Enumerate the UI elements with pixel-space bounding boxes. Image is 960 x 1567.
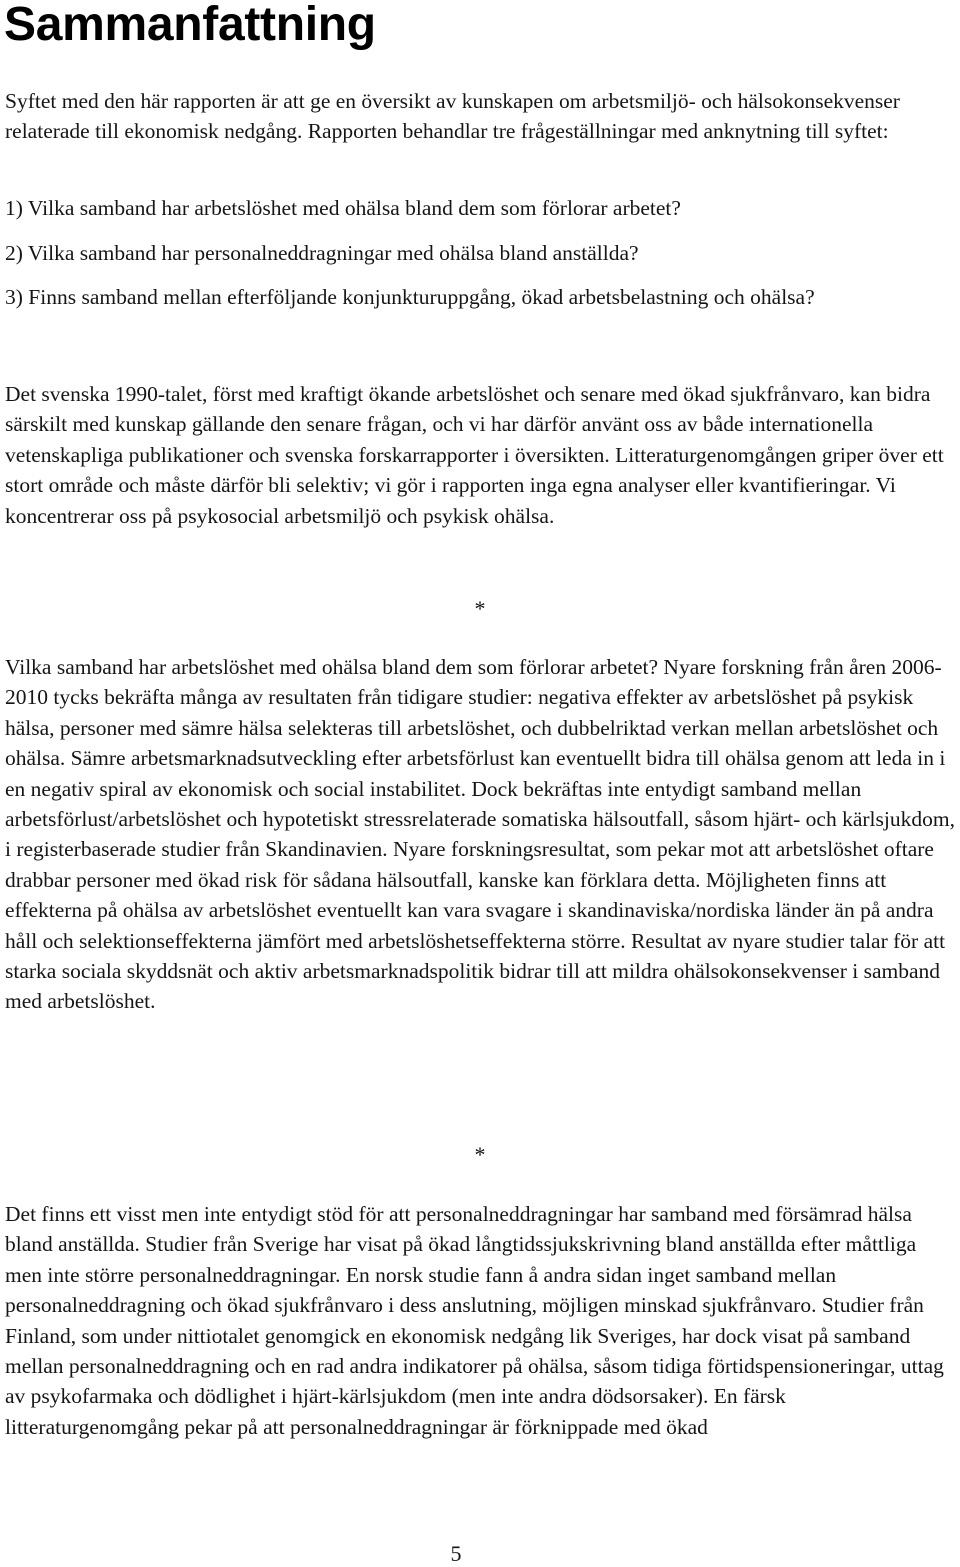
question-3: 3) Finns samband mellan efterföljande konjunkturuppgång, ökad arbetsbelastning och ohälsa? [5,285,815,309]
section-separator-2: * [474,1142,486,1167]
question-2: 2) Vilka samband har personalneddragningar med ohälsa bland anställda? [5,241,639,265]
body-paragraph-3: Det finns ett visst men inte entydigt stöd för att personalneddragningar har samband med försämrad hälsa bland anställda. Studier från Sverige har visat på ökad långtidssjukskrivning bland anställda efter måttliga men inte större personalneddragningar. En norsk studie fann å andra sidan inget samband mellan personalneddragning och ökad sjukfrånvaro i dess anslutning, möjligen minskad sjukfrånvaro. Studier från Finland, som under nittiotalet genomgick en ekonomisk nedgång lik Sveriges, har dock visat på samband mellan personalneddragning och en rad andra indikatorer på ohälsa, såsom tidiga förtidspensioneringar, uttag av psykofarmaka och dödlighet i hjärt-kärlsjukdom (men inte andra dödsorsaker). En färsk litteraturgenomgång pekar på att personalneddragningar är förknippade med ökad [5,1202,944,1439]
page-title: Sammanfattning [4,0,376,51]
page-number: 5 [450,1541,462,1566]
section-separator-1: * [474,596,486,621]
question-1: 1) Vilka samband har arbetslöshet med ohälsa bland dem som förlorar arbetet? [5,196,681,220]
intro-paragraph: Syftet med den här rapporten är att ge en översikt av kunskapen om arbetsmiljö- och hälsokonsekvenser relaterade till ekonomisk nedgång. Rapporten behandlar tre frågeställningar med anknytning till syftet: [5,89,900,144]
body-paragraph-1: Det svenska 1990-talet, först med kraftigt ökande arbetslöshet och senare med ökad sjukfrånvaro, kan bidra särskilt med kunskap gällande den senare frågan, och vi har därför använt oss av både internationella vetenskapliga publikationer och svenska forskarrapporter i översikten. Litteraturgenomgången griper över ett stort område och måste därför bli selektiv; vi gör i rapporten inga egna analyser eller kvantifieringar. Vi koncentrerar oss på psykosocial arbetsmiljö och psykisk ohälsa. [5,382,944,528]
body-paragraph-2: Vilka samband har arbetslöshet med ohälsa bland dem som förlorar arbetet? Nyare forskning från åren 2006-2010 tycks bekräfta många av resultaten från tidigare studier: negativa effekter av arbetslöshet på psykisk hälsa, personer med sämre hälsa selekteras till arbetslöshet, och dubbelriktad verkan mellan arbetslöshet och ohälsa. Sämre arbetsmarknadsutveckling efter arbetsförlust kan eventuellt bidra till ohälsa genom att leda in i en negativ spiral av ekonomisk och social instabilitet. Dock bekräftas inte entydigt samband mellan arbetsförlust/arbetslöshet och hypotetiskt stressrelaterade somatiska hälsoutfall, såsom hjärt- och kärlsjukdom, i registerbaserade studier från Skandinavien. Nyare forskningsresultat, som pekar mot att arbetslöshet oftare drabbar personer med ökad risk för sådana hälsoutfall, kanske kan förklara detta. Möjligheten finns att effekterna på ohälsa av arbetslöshet eventuellt kan vara svagare i skandinaviska/nordiska länder än på andra håll och selektionseffekterna jämfört med arbetslöshetseffekterna större. Resultat av nyare studier talar för att starka sociala skyddsnät och aktiv arbetsmarknadspolitik bidrar till att mildra ohälsokonsekvenser i samband med arbetslöshet. [5,655,955,1014]
